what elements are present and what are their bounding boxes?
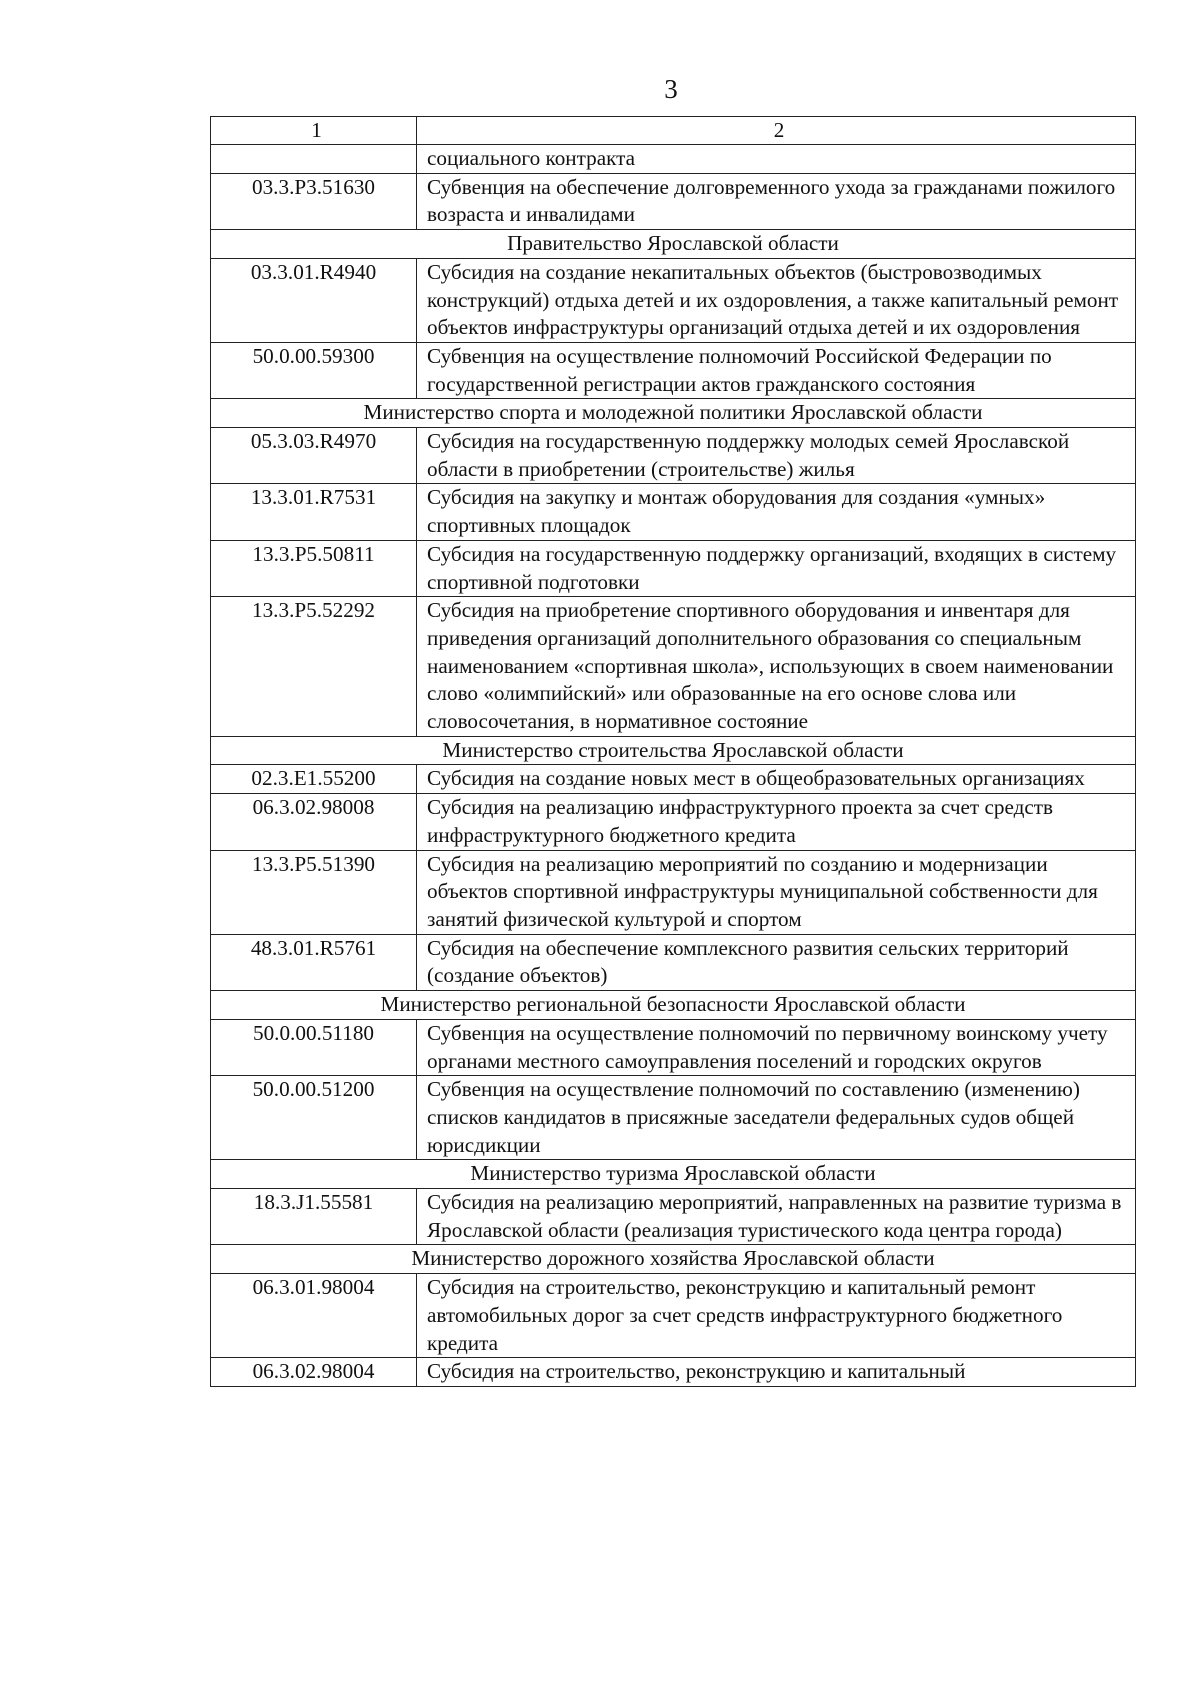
budget-code-cell: 18.3.J1.55581 [211, 1189, 417, 1245]
budget-code-cell: 02.3.E1.55200 [211, 765, 417, 794]
section-heading: Министерство туризма Ярославской области [211, 1160, 1136, 1189]
budget-code-cell: 06.3.02.98004 [211, 1358, 417, 1387]
section-heading: Министерство дорожного хозяйства Ярославской области [211, 1245, 1136, 1274]
section-heading: Правительство Ярославской области [211, 230, 1136, 259]
section-heading-row [211, 1160, 1136, 1189]
table-body [211, 117, 1136, 1387]
budget-code-cell: 13.3.P5.50811 [211, 540, 417, 596]
description-cell: Субвенция на осуществление полномочий по составлению (изменению) списков кандидатов в присяжные заседатели федеральных судов общей юрисдикции [417, 1076, 1136, 1160]
table-row [211, 1019, 1136, 1075]
budget-code-cell: 03.3.01.R4940 [211, 258, 417, 342]
description-cell: Субсидия на строительство, реконструкцию и капитальный [417, 1358, 1136, 1387]
section-heading: Министерство спорта и молодежной политики Ярославской области [211, 399, 1136, 428]
section-heading: Министерство региональной безопасности Ярославской области [211, 991, 1136, 1020]
section-heading-row [211, 399, 1136, 428]
description-cell: Субсидия на реализацию мероприятий по созданию и модернизации объектов спортивной инфраструктуры муниципальной собственности для занятий физической культурой и спортом [417, 850, 1136, 934]
description-cell: Субсидия на обеспечение комплексного развития сельских территорий (создание объектов) [417, 934, 1136, 990]
table-row [211, 850, 1136, 934]
budget-code-cell: 50.0.00.59300 [211, 342, 417, 398]
description-cell: Субсидия на реализацию инфраструктурного проекта за счет средств инфраструктурного бюджетного кредита [417, 794, 1136, 850]
description-cell: Субсидия на приобретение спортивного оборудования и инвентаря для приведения организаций дополнительного образования со специальным наименованием «спортивная школа», использующих в своем наименовании слово «олимпийский» или образованные на его основе слова или словосочетания, в нормативное состояние [417, 597, 1136, 737]
description-cell: Субвенция на обеспечение долговременного ухода за гражданами пожилого возраста и инвалидами [417, 173, 1136, 229]
table-row [211, 597, 1136, 737]
table-row [211, 484, 1136, 540]
table-row [211, 1076, 1136, 1160]
table-header-row [211, 117, 1136, 145]
budget-code-cell: 06.3.01.98004 [211, 1274, 417, 1358]
table-row [211, 428, 1136, 484]
column-number-1: 1 [211, 117, 417, 145]
subsidy-table [210, 116, 1136, 1387]
table-row [211, 794, 1136, 850]
table-row [211, 145, 1136, 174]
description-cell: Субсидия на строительство, реконструкцию и капитальный ремонт автомобильных дорог за счет средств инфраструктурного бюджетного кредита [417, 1274, 1136, 1358]
budget-code-cell: 50.0.00.51180 [211, 1019, 417, 1075]
section-heading-row [211, 736, 1136, 765]
table-row [211, 342, 1136, 398]
column-number-2: 2 [417, 117, 1136, 145]
table-row [211, 1189, 1136, 1245]
table-row [211, 540, 1136, 596]
budget-code-cell: 13.3.P5.51390 [211, 850, 417, 934]
table-row [211, 765, 1136, 794]
table-row [211, 1358, 1136, 1387]
table-row [211, 258, 1136, 342]
budget-code-cell: 03.3.P3.51630 [211, 173, 417, 229]
budget-code-cell: 13.3.P5.52292 [211, 597, 417, 737]
description-cell: Субсидия на создание некапитальных объектов (быстровозводимых конструкций) отдыха детей и их оздоровления, а также капитальный ремонт объектов инфраструктуры организаций отдыха детей и их оздоровления [417, 258, 1136, 342]
budget-code-cell: 48.3.01.R5761 [211, 934, 417, 990]
table-row [211, 1274, 1136, 1358]
table-row [211, 934, 1136, 990]
table-row [211, 173, 1136, 229]
description-cell: Субсидия на государственную поддержку организаций, входящих в систему спортивной подготовки [417, 540, 1136, 596]
description-cell: социального контракта [417, 145, 1136, 174]
budget-code-cell [211, 145, 417, 174]
section-heading-row [211, 1245, 1136, 1274]
budget-code-cell: 05.3.03.R4970 [211, 428, 417, 484]
description-cell: Субсидия на государственную поддержку молодых семей Ярославской области в приобретении (строительстве) жилья [417, 428, 1136, 484]
budget-code-cell: 06.3.02.98008 [211, 794, 417, 850]
section-heading-row [211, 991, 1136, 1020]
description-cell: Субвенция на осуществление полномочий по первичному воинскому учету органами местного самоуправления поселений и городских округов [417, 1019, 1136, 1075]
page-number: 3 [664, 74, 678, 104]
section-heading-row [211, 230, 1136, 259]
description-cell: Субсидия на реализацию мероприятий, направленных на развитие туризма в Ярославской области (реализация туристического кода центра города) [417, 1189, 1136, 1245]
description-cell: Субсидия на закупку и монтаж оборудования для создания «умных» спортивных площадок [417, 484, 1136, 540]
budget-code-cell: 50.0.00.51200 [211, 1076, 417, 1160]
budget-code-cell: 13.3.01.R7531 [211, 484, 417, 540]
description-cell: Субвенция на осуществление полномочий Российской Федерации по государственной регистрации актов гражданского состояния [417, 342, 1136, 398]
section-heading: Министерство строительства Ярославской области [211, 736, 1136, 765]
description-cell: Субсидия на создание новых мест в общеобразовательных организациях [417, 765, 1136, 794]
